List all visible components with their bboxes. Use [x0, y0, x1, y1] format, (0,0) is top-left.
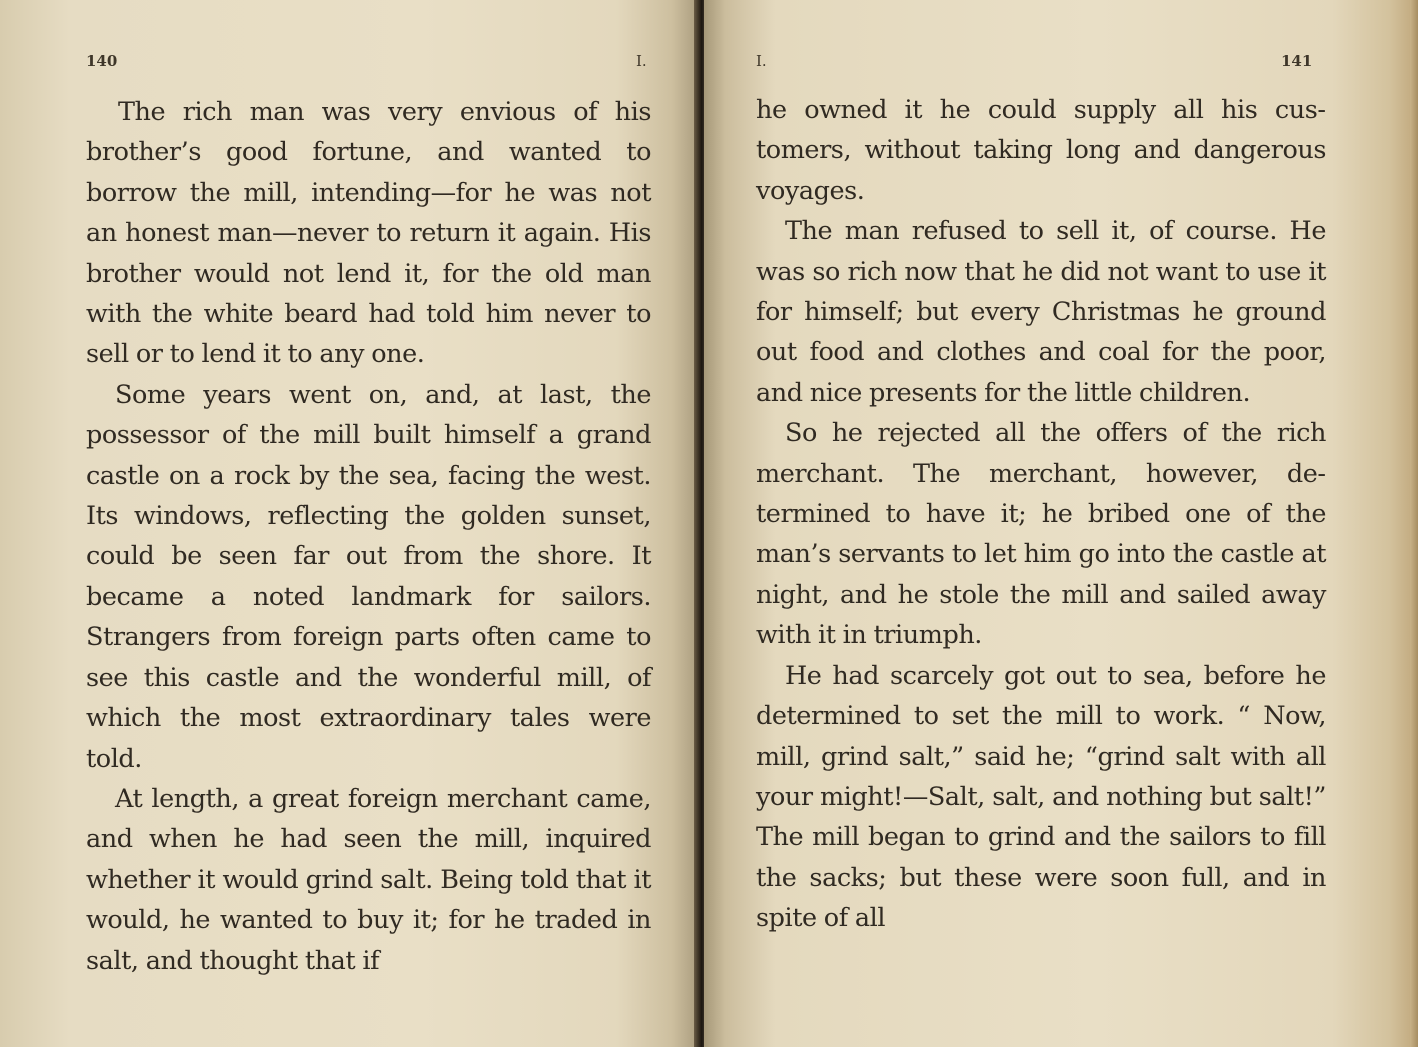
right-page — [704, 0, 1418, 1047]
paragraph: He had scarcely got out to sea, before he determined to set the mill to work. “ Now, mill, grind salt,” said he; “grind salt with all your might!—Salt, salt, and nothing but salt!” The mill began to grind and the sailors to fill the sacks; but these were soon full, and in spite of all — [756, 660, 1326, 934]
signature-mark: I. — [756, 52, 767, 70]
paragraph: he owned it he could supply all his customers, without taking long and dangerous voyages. — [756, 95, 1326, 206]
page-edge — [1410, 0, 1418, 1047]
paragraph: At length, a great foreign merchant came, and when he had seen the mill, inquired whether it would grind salt. Being told that it would, he wanted to buy it; for he traded in salt, and thought that if — [86, 783, 651, 976]
paragraph: Some years went on, and, at last, the possessor of the mill built himself a grand castle on a rock by the sea, facing the west. Its windows, reflecting the golden sunset, could be seen far out from the shore. It became a noted landmark for sailors. Strangers from foreign parts often came to see this castle and the wonderful mill, of which the most extraordinary tales were told. — [86, 379, 651, 774]
page-number: 140 — [86, 52, 118, 70]
body-text — [756, 90, 1326, 939]
body-text — [86, 92, 651, 981]
paragraph: The rich man was very envious of his brother’s good fortune, and wanted to borrow the mill, intending—for he was not an honest man—never to return it again. His brother would not lend it, for the old man with the white beard had told him never to sell or to lend it to any one. — [86, 97, 651, 370]
left-page — [0, 0, 700, 1047]
page-number: 141 — [1281, 52, 1313, 70]
paragraph: So he rejected all the offers of the rich merchant. The merchant, however, determined to have it; he bribed one of the man’s servants to let him go into the castle at night, and he stole the mill and sailed away with it in triumph. — [756, 418, 1326, 651]
paragraph: The man refused to sell it, of course. He was so rich now that he did not want to use it for himself; but every Christmas he ground out food and clothes and coal for the poor, and nice presents for the little children. — [756, 216, 1326, 408]
signature-mark: I. — [636, 52, 647, 70]
